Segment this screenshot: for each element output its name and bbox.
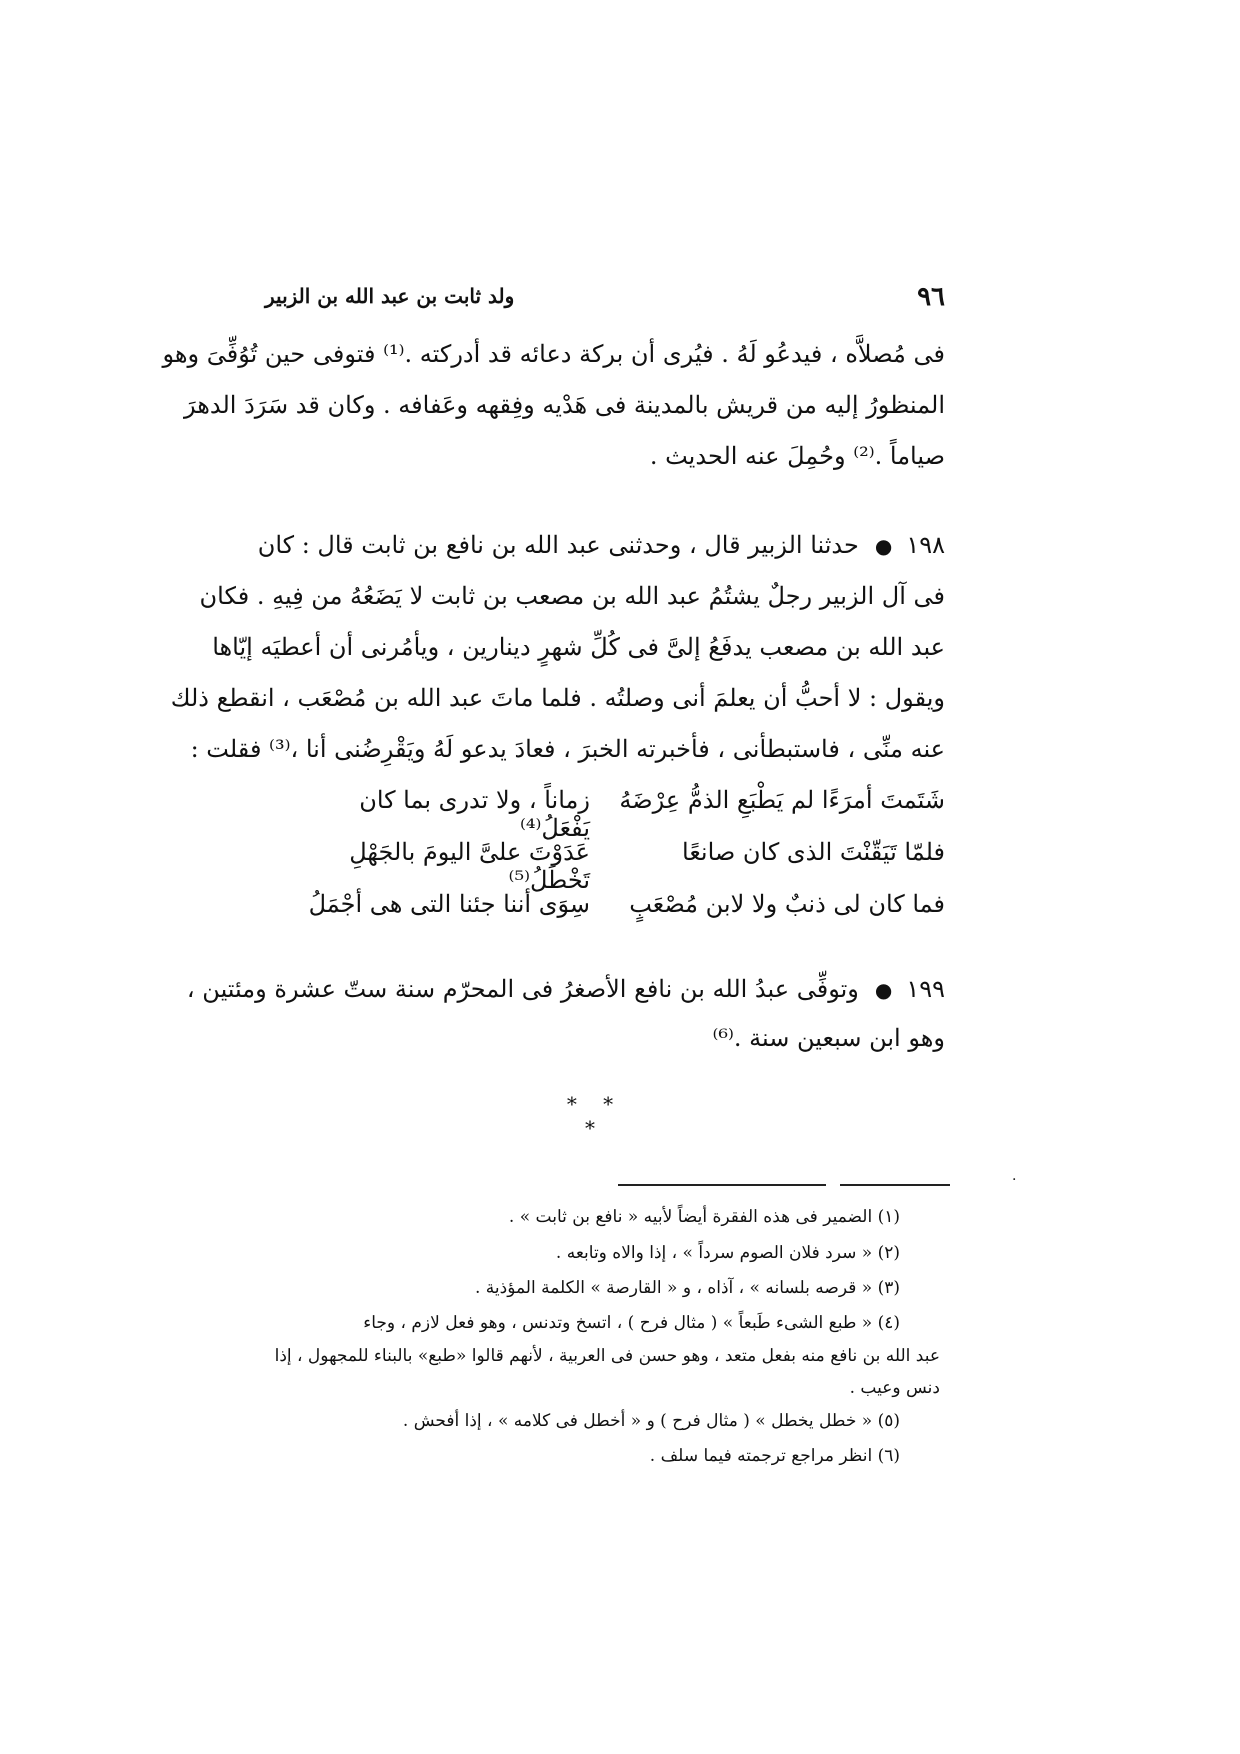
paragraph-number: ١٩٩ xyxy=(906,975,945,1003)
footnote-continuation: دنس وعيب . xyxy=(849,1378,940,1398)
footnote: (٣) « قرصه بلسانه » ، آذاه ، و « القارصة » الكلمة المؤذية . xyxy=(474,1278,900,1298)
poem-hemistich: سِوَى أننا جئنا التى هى أجْمَلُ xyxy=(308,890,590,918)
page-number: ٩٦ xyxy=(917,282,945,312)
paragraph-line: عبد الله بن مصعب يدفَعُ إلىَّ فى كُلِّ شهرٍ دينارين ، ويأمُرنى أن أعطيَه إيّاها xyxy=(212,633,945,661)
running-title: ولد ثابت بن عبد الله بن الزبير xyxy=(265,284,515,308)
paragraph-number: ١٩٨ xyxy=(906,531,945,559)
paragraph-line: فى آل الزبير رجلٌ يشتُمُ عبد الله بن مصعب بن ثابت لا يَضَعُهُ من فِيهِ . فكان xyxy=(199,582,945,610)
paragraph-line: عنه منِّى ، فاستبطأنى ، فأخبرته الخبرَ ، فعادَ يدعو لَهُ ويَقْرِضُنى أنا ،⁽³⁾ فقلت : xyxy=(190,735,945,763)
footnote-continuation: عبد الله بن نافع منه بفعل متعد ، وهو حسن فى العربية ، لأنهم قالوا «طبع» بالبناء للمجهول ، إذا xyxy=(274,1346,940,1366)
footnote: (٢) « سرد فلان الصوم سرداً » ، إذا والاه وتابعه . xyxy=(555,1243,900,1263)
poem-verse xyxy=(290,890,945,934)
paragraph-199-first-line xyxy=(186,975,945,1004)
rule-gap xyxy=(826,1181,840,1189)
footnote: (٥) « خطل يخطل » ( مثال فرح ) و « أخطل فى كلامه » ، إذا أفحش . xyxy=(402,1411,900,1431)
paragraph-198-first-line xyxy=(257,531,945,560)
bullet-icon: ● xyxy=(874,534,893,558)
paragraph-line: صياماً .⁽²⁾ وحُمِلَ عنه الحديث . xyxy=(649,442,945,470)
section-separator: * * * xyxy=(566,1092,624,1140)
bullet-icon: ● xyxy=(874,978,893,1002)
footnote-rule xyxy=(618,1184,950,1186)
margin-mark: · xyxy=(1012,1172,1017,1188)
paragraph-line: المنظورُ إليه من قريش بالمدينة فى هَدْيه وفِقهه وعَفافه . وكان قد سَرَدَ الدهرَ xyxy=(183,391,945,419)
poem-hemistich: زماناً ، ولا تدرى بما كان يَفْعَلُ⁽⁴⁾ xyxy=(359,786,590,842)
poem-hemistich: شَتَمتَ أمرَءًا لم يَطْبَعِ الذمُّ عِرْضَهُ xyxy=(619,786,945,814)
poem-hemistich: فما كان لى ذنبٌ ولا لابن مُصْعَبٍ xyxy=(629,890,945,918)
poem-verse xyxy=(290,838,945,894)
paragraph-line: فى مُصلاَّه ، فيدعُو لَهُ . فيُرى أن بركة دعائه قد أدركته .⁽¹⁾ فتوفى حين تُوُفِّىَ وهو xyxy=(162,340,945,368)
footnote: (١) الضمير فى هذه الفقرة أيضاً لأبيه « نافع بن ثابت » . xyxy=(508,1207,900,1227)
paragraph-line: ويقول : لا أحبُّ أن يعلمَ أنى وصلتُه . فلما ماتَ عبد الله بن مُصْعَب ، انقطع ذلك xyxy=(170,684,945,712)
paragraph-text: وتوفِّى عبدُ الله بن نافع الأصغرُ فى المحرّم سنة ستّ عشرة ومئتين ، xyxy=(186,975,859,1003)
page-header xyxy=(185,282,945,322)
paragraph-text: حدثنا الزبير قال ، وحدثنى عبد الله بن نافع بن ثابت قال : كان xyxy=(257,531,859,559)
paragraph-line: وهو ابن سبعين سنة .⁽⁶⁾ xyxy=(712,1024,945,1052)
footnote: (٦) انظر مراجع ترجمته فيما سلف . xyxy=(649,1446,900,1466)
poem-verse xyxy=(290,786,945,842)
footnote: (٤) « طبع الشىء طَبعاً » ( مثال فرح ) ، اتسخ وتدنس ، وهو فعل لازم ، وجاء xyxy=(363,1313,900,1333)
poem-hemistich: فلمّا تَيَقّنْتَ الذى كان صانعًا xyxy=(682,838,945,866)
poem-hemistich: عَدَوْتَ علىَّ اليومَ بالجَهْلِ تَخْطَلُ⁽⁵⁾ xyxy=(349,838,590,894)
